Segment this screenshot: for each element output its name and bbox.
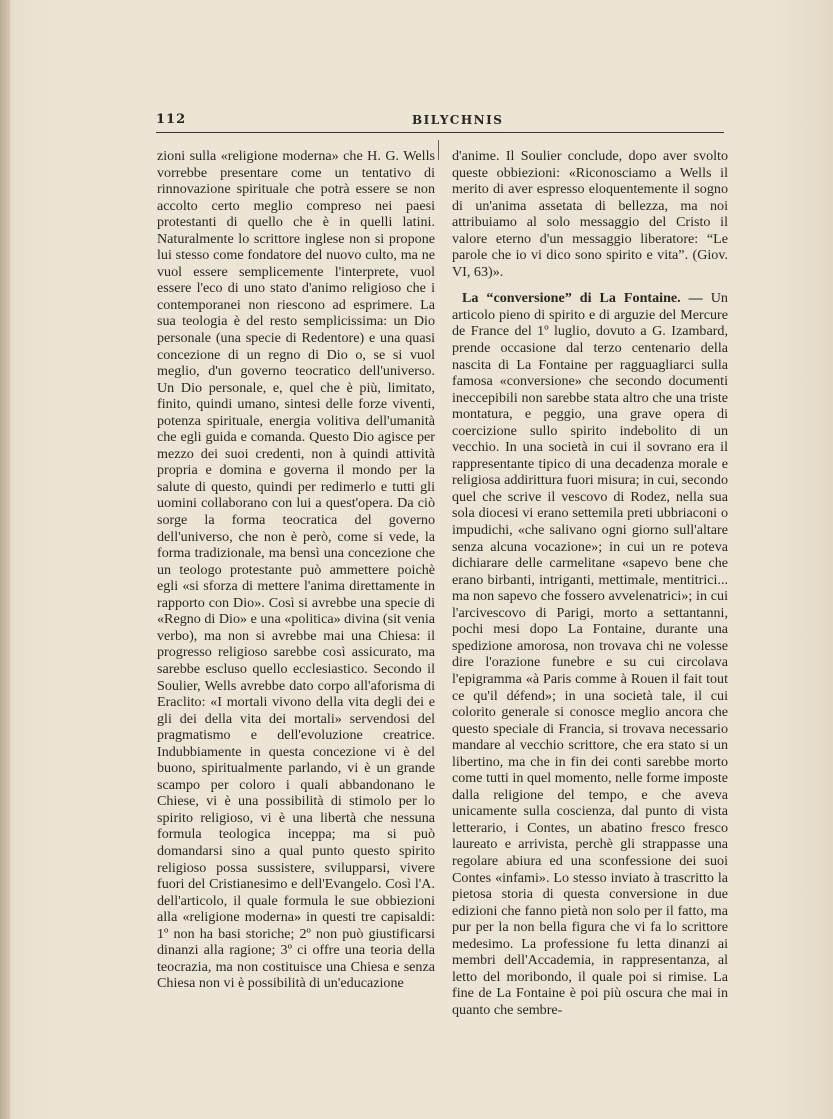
header-rule — [156, 132, 724, 133]
right-column — [452, 148, 728, 1018]
section-paragraph — [452, 290, 728, 1018]
gutter-mark — [438, 140, 439, 160]
page-binding-edge — [0, 0, 10, 1119]
right-column-paragraph-1: d'anime. Il Soulier conclude, dopo aver svolto queste obbiezioni: «Riconosciamo a Wells il merito di aver espresso eloquentemente il sogno di un'anima assetata di bellezza, ma noi attribuiamo al solo messaggio del Cristo il valore eterno d'un messaggio liberatore: “Le parole che io vi dico sono spirito e vita”. (Giov. VI, 63)». — [452, 148, 728, 280]
left-column-paragraph: zioni sulla «religione moderna» che H. G. Wells vorrebbe presentare come un tentativo di rinnovazione spirituale che potrà essere se non accolto certo meglio compreso nei paesi protestanti di quello che è in quelli latini. Naturalmente lo scrittore inglese non si propone lui stesso come fondatore del nuovo culto, ma ne vuol essere semplicemente l'interprete, vuol essere l'eco di uno stato d'animo religioso che i contemporanei non riescono ad esprimere. La sua teologia è del resto semplicissima: un Dio personale (una specie di Redentore) e una quasi concezione di un regno di Dio o, se si vuol meglio, d'un governo teocratico dell'universo. Un Dio personale, e, quel che è più, limitato, finito, quindi umano, sintesi delle forze viventi, potenza spirituale, energia volitiva dell'umanità che egli guida e comanda. Questo Dio agisce per mezzo dei suoi credenti, non à quindi attività propria e domina e governa il mondo per la salute di questo, quindi per redimerlo e tutti gli uomini collaborano con lui a quest'opera. Da ciò sorge la forma teocratica del governo dell'universo, che non è però, come si vede, la forma tradizionale, ma bensì una concezione che un teologo protestante può ammettere poichè egli «si sforza di mettere l'anima direttamente in rapporto con Dio». Così si avrebbe una specie di «Regno di Dio» e una «politica» divina (sit venia verbo), ma non si avrebbe mai una Chiesa: il progresso religioso sarebbe così assicurato, ma sarebbe escluso quello ecclesiastico. Secondo il Soulier, Wells avrebbe dato corpo all'aforisma di Eraclito: «I mortali vivono della vita degli dei e gli dei della vita dei mortali» servendosi del pragmatismo e dell'evoluzione creatrice. Indubbiamente in questa concezione vi è del buono, spiritualmente parlando, vi è un grande scampo per coloro i quali abbandonano le Chiese, vi è una possibilità di stimolo per lo spirito religioso, vi è una libertà che nessuna formula teologica inceppa; ma si può domandarsi sino a qual punto questo spirito religioso possa sussistere, svilupparsi, vivere fuori del Cristianesimo e dell'Evangelo. Così l'A. dell'articolo, il quale formula le sue obbiezioni alla «religione moderna» in questi tre capisaldi: 1º non ha basi storiche; 2º non può giustificarsi dinanzi alla ragione; 3º ci offre una teoria della teocrazia, ma non costituisce una Chiesa e senza Chiesa non vi è possibilità di un'educazione — [157, 148, 435, 992]
right-column-paragraph-2: Un articolo pieno di spirito e di arguzie del Mercure de France del 1º luglio, dovuto a G. Izambard, prende occasione dal terzo centenario della nascita di La Fontaine per ragguagliarci sulla famosa «conversione» che secondo documenti ineccepibili non sarebbe stata altro che una triste montatura, e peggio, una grave opera di coercizione sullo spirito indebolito di un vecchio. In una società in cui il sovrano era il rappresentante tipico di una decadenza morale e religiosa addirittura fuori misura; in cui, secondo quel che scrive il vescovo di Rodez, nella sua sola diocesi vi erano settemila preti ubbriaconi o impudichi, «che salivano ogni giorno sull'altare senza alcuna vocazione»; in cui un re poteva dichiarare delle carmelitane «sapevo bene che erano birbanti, intriganti, mettimale, mentitrici... ma non sapevo che fossero avvelenatrici»; in cui l'arcivescovo di Parigi, morto a settantanni, pochi mesi dopo La Fontaine, durante una spedizione amorosa, non trovava chi ne volesse dire l'orazione funebre e su cui circolava l'epigramma «à Paris comme à Rouen il fait tout ce qu'il défend»; in una società tale, il cui colorito generale si conosce meglio ancora che questo speciale di Francia, si trovava necessario mandare al vecchio scrittore, che era stato si un libertino, ma che in fin dei conti sarebbe morto come tutti in quel momento, nelle forme imposte dalla religione del tempo, e che aveva unicamente sulla coscienza, dal punto di vista letterario, i Contes, un abatino fresco fresco laureato e arrivista, perchè gli strappasse una regolare abiura ed una sconfessione dei suoi Contes «infami». Lo stesso inviato à trascritto la pietosa storia di questa conversione in due edizioni che fanno pietà non solo per il fatto, ma pur per la non bella figura che vi fa lo scrittore medesimo. La professione fu letta dinanzi ai membri dell'Accademia, in rappresentanza, al letto del moribondo, il quale poi si rimise. La fine de La Fontaine è poi più oscura che mai in quanto che sembre- — [452, 290, 728, 1018]
page-header — [156, 112, 724, 134]
section-title: La “conversione” di La Fontaine. — — [462, 290, 703, 307]
left-column — [157, 148, 435, 992]
running-head: BILYCHNIS — [412, 113, 504, 127]
page-number: 112 — [156, 112, 187, 127]
